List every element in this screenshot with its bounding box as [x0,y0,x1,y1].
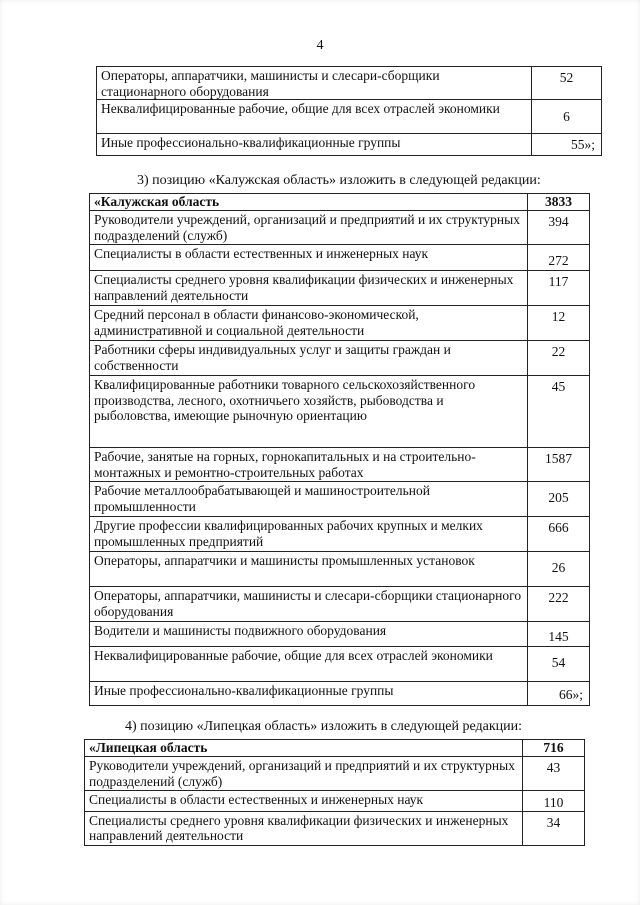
table-row [97,67,602,100]
section-3-instruction: 3) позицию «Калужская область» изложить в следующей редакции: [137,173,541,188]
table-row [90,341,590,376]
table-row [90,245,590,271]
row-value: 1587 [528,448,590,482]
row-value: 222 [528,587,590,622]
row-value: 12 [528,306,590,341]
table-row [90,306,590,341]
row-value: 22 [528,341,590,376]
row-label: Специалисты среднего уровня квалификации физических и инженерных направлений деятельности [90,271,528,306]
row-label: Операторы, аппаратчики и машинисты промышленных установок [90,552,528,587]
kaluga-table [89,193,590,706]
table-row [97,134,602,156]
row-label: Другие профессии квалифицированных рабочих крупных и мелких промышленных предприятий [90,517,528,552]
row-value: 110 [523,791,585,812]
table-row [90,482,590,517]
row-label: Руководители учреждений, организаций и предприятий и их структурных подразделений (служб) [90,211,528,245]
table-row [90,622,590,647]
table-row [85,757,585,791]
row-value: 6 [532,100,602,134]
row-label: Операторы, аппаратчики, машинисты и слесари-сборщики стационарного оборудования [90,587,528,622]
row-label: Рабочие, занятые на горных, горнокапитальных и на строительно-монтажных и ремонтно-строительных работах [90,448,528,482]
row-label: Средний персонал в области финансово-экономической, административной и социальной деятельности [90,306,528,341]
table-row [90,376,590,448]
continued-table [96,66,602,156]
row-value: 272 [528,245,590,271]
table-row [90,682,590,706]
row-value: 145 [528,622,590,647]
section-4-instruction: 4) позицию «Липецкая область» изложить в следующей редакции: [125,719,523,734]
row-value: 205 [528,482,590,517]
table-row [97,100,602,134]
row-label: Неквалифицированные рабочие, общие для всех отраслей экономики [97,100,532,134]
region-name: «Калужская область [90,194,528,211]
table-row [85,791,585,812]
row-label: Специалисты среднего уровня квалификации физических и инженерных направлений деятельности [85,811,523,845]
lipetsk-table [84,739,585,846]
table-row [90,448,590,482]
row-value: 45 [528,376,590,448]
table-row [90,647,590,682]
region-name: «Липецкая область [85,740,523,757]
region-total: 3833 [528,194,590,211]
row-label: Неквалифицированные рабочие, общие для всех отраслей экономики [90,647,528,682]
row-value: 43 [523,757,585,791]
table-header-row [90,194,590,211]
row-label: Иные профессионально-квалификационные группы [90,682,528,706]
row-value: 117 [528,271,590,306]
table-row [90,271,590,306]
table-header-row [85,740,585,757]
row-value: 66»; [528,682,590,706]
row-value: 666 [528,517,590,552]
row-value: 394 [528,211,590,245]
table-row [90,587,590,622]
row-label: Специалисты в области естественных и инженерных наук [90,245,528,271]
row-label: Операторы, аппаратчики, машинисты и слесари-сборщики стационарного оборудования [97,67,532,100]
row-label: Иные профессионально-квалификационные группы [97,134,532,156]
table-row [85,811,585,845]
row-label: Водители и машинисты подвижного оборудования [90,622,528,647]
row-label: Специалисты в области естественных и инженерных наук [85,791,523,812]
table-row [90,552,590,587]
row-label: Руководители учреждений, организаций и предприятий и их структурных подразделений (служб) [85,757,523,791]
table-row [90,211,590,245]
row-value: 52 [532,67,602,100]
region-total: 716 [523,740,585,757]
table-row [90,517,590,552]
row-value: 34 [523,811,585,845]
page-number: 4 [316,38,324,53]
row-value: 54 [528,647,590,682]
row-value: 26 [528,552,590,587]
row-label: Работники сферы индивидуальных услуг и защиты граждан и собственности [90,341,528,376]
row-label: Рабочие металлообрабатывающей и машиностроительной промышленности [90,482,528,517]
row-value: 55»; [532,134,602,156]
row-label: Квалифицированные работники товарного сельскохозяйственного производства, лесного, охотничьего хозяйств, рыбоводства и рыболовства, имеющие рыночную ориентацию [90,376,528,448]
